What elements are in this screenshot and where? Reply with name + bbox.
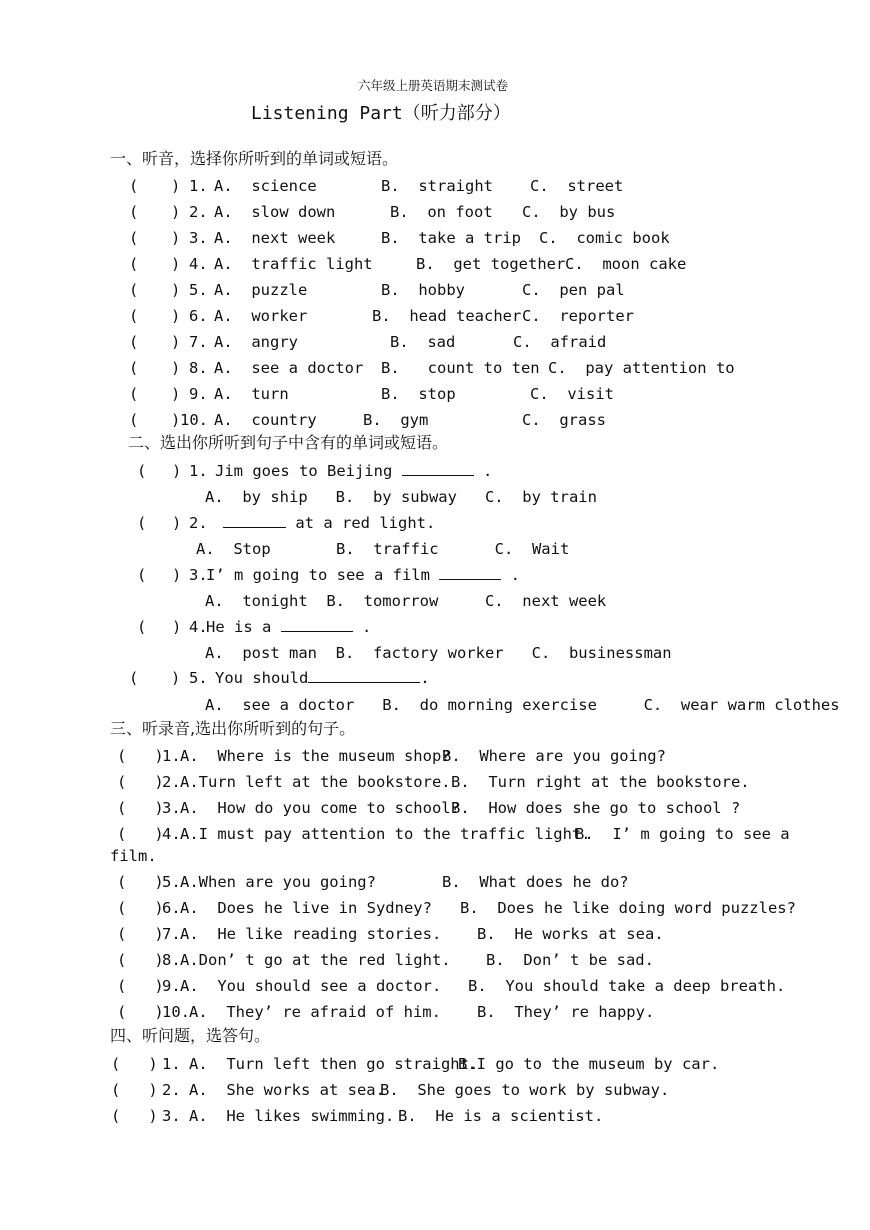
answer-paren-open: ( bbox=[129, 385, 139, 403]
answer-paren-close: ) bbox=[171, 333, 181, 351]
question-number: 7. bbox=[162, 925, 181, 943]
answer-paren: ( ) bbox=[117, 899, 164, 917]
answer-paren-open: ( bbox=[137, 462, 147, 480]
answer-paren: ( ) bbox=[117, 925, 164, 943]
section-2-heading: 二、选出你所听到句子中含有的单词或短语。 bbox=[128, 433, 449, 452]
option-b: B. I’ m going to see a bbox=[575, 825, 790, 843]
option-b: B. He works at sea. bbox=[477, 925, 664, 943]
answer-paren: ( ) bbox=[117, 873, 164, 891]
option-a: A.When are you going? bbox=[180, 873, 376, 891]
question-number: 6. bbox=[189, 307, 208, 325]
sentence-text: He is a . bbox=[206, 618, 372, 636]
sentence-text: at a red light. bbox=[223, 513, 435, 533]
option-b: B. How does she go to school ? bbox=[451, 799, 741, 817]
option-c: C. street bbox=[530, 177, 624, 195]
option-a: A. next week bbox=[214, 229, 336, 247]
answer-paren: ( ) bbox=[117, 977, 164, 995]
option-a: A. worker bbox=[214, 307, 308, 325]
question-number: 8. bbox=[162, 951, 181, 969]
option-b: B. on foot bbox=[390, 203, 493, 221]
option-a: A. turn bbox=[214, 385, 289, 403]
option-b: B. Turn right at the bookstore. bbox=[451, 773, 750, 791]
answer-paren-close: ) bbox=[172, 462, 182, 480]
option-a: A. You should see a doctor. bbox=[180, 977, 442, 995]
answer-options: A. post man B. factory worker C. businessman bbox=[205, 644, 672, 662]
option-b: B. stop bbox=[381, 385, 456, 403]
answer-paren-close: ) bbox=[172, 566, 182, 584]
question-number: 6. bbox=[162, 899, 181, 917]
question-number: 1. bbox=[162, 1055, 181, 1073]
sentence-text: I’ m going to see a film . bbox=[206, 566, 520, 584]
sentence-text: You should . bbox=[215, 669, 430, 687]
question-number: 10. bbox=[162, 1003, 190, 1021]
answer-paren-open: ( bbox=[129, 359, 139, 377]
answer-paren: ( ) bbox=[117, 951, 164, 969]
answer-paren-open: ( bbox=[137, 566, 147, 584]
option-a: A.I must pay attention to the traffic light. bbox=[180, 825, 591, 843]
answer-paren-open: ( bbox=[129, 307, 139, 325]
document-title: 六年级上册英语期末测试卷 bbox=[358, 78, 509, 93]
answer-paren-close: ) bbox=[172, 618, 182, 636]
question-number: 2. bbox=[162, 1081, 181, 1099]
question-number: 7. bbox=[189, 333, 208, 351]
answer-blank bbox=[439, 565, 501, 580]
wrapped-text: film. bbox=[110, 847, 157, 865]
option-a: A. He like reading stories. bbox=[180, 925, 442, 943]
option-b: B. gym bbox=[363, 411, 429, 429]
question-number: 3. bbox=[189, 566, 208, 584]
answer-paren-close: ) bbox=[172, 514, 182, 532]
answer-paren-close: ) bbox=[171, 281, 181, 299]
section-4-heading: 四、听问题，选答句。 bbox=[110, 1026, 271, 1045]
option-a: A. They’ re afraid of him. bbox=[189, 1003, 441, 1021]
question-number: 3. bbox=[162, 799, 181, 817]
question-number: 3. bbox=[189, 229, 208, 247]
option-a: A. science bbox=[214, 177, 317, 195]
question-number: 1. bbox=[189, 177, 208, 195]
answer-options: A. Stop B. traffic C. Wait bbox=[196, 540, 570, 558]
answer-paren-open: ( bbox=[129, 255, 139, 273]
answer-paren-close: ) bbox=[171, 203, 181, 221]
option-b: B. You should take a deep breath. bbox=[468, 977, 786, 995]
option-c: C. visit bbox=[530, 385, 614, 403]
answer-options: A. by ship B. by subway C. by train bbox=[205, 488, 597, 506]
option-b: B. What does he do? bbox=[442, 873, 629, 891]
question-number: 9. bbox=[189, 385, 208, 403]
question-number: 5. bbox=[189, 281, 208, 299]
option-a: A. Turn left then go straight. bbox=[189, 1055, 479, 1073]
option-a: A. Does he live in Sydney? bbox=[180, 899, 432, 917]
question-number: 1. bbox=[189, 462, 208, 480]
question-number: 10. bbox=[180, 411, 208, 429]
answer-paren: ( ) bbox=[111, 1081, 158, 1099]
option-a: A. angry bbox=[214, 333, 298, 351]
question-number: 5. bbox=[162, 873, 181, 891]
answer-paren-open: ( bbox=[129, 177, 139, 195]
answer-paren: ( ) bbox=[117, 773, 164, 791]
question-number: 4. bbox=[162, 825, 181, 843]
answer-paren: ( ) bbox=[111, 1055, 158, 1073]
question-number: 1. bbox=[162, 747, 181, 765]
answer-blank bbox=[402, 461, 474, 476]
option-b: B. straight bbox=[381, 177, 493, 195]
question-number: 4. bbox=[189, 255, 208, 273]
answer-paren-open: ( bbox=[129, 333, 139, 351]
answer-paren: ( ) bbox=[117, 825, 164, 843]
option-c: C. pen pal bbox=[522, 281, 625, 299]
section-3-heading: 三、听录音,选出你所听到的句子。 bbox=[110, 719, 356, 738]
answer-blank bbox=[308, 668, 420, 683]
option-a: A.Don’ t go at the red light. bbox=[180, 951, 451, 969]
option-b: B. sad bbox=[390, 333, 456, 351]
answer-paren-close: ) bbox=[171, 177, 181, 195]
option-b: B. Don’ t be sad. bbox=[486, 951, 654, 969]
option-a: A. He likes swimming. bbox=[189, 1107, 395, 1125]
answer-paren-close: ) bbox=[171, 669, 181, 687]
answer-paren-open: ( bbox=[129, 203, 139, 221]
option-c: C. grass bbox=[522, 411, 606, 429]
sentence-text: Jim goes to Beijing . bbox=[215, 462, 493, 480]
question-number: 9. bbox=[162, 977, 181, 995]
question-number: 2. bbox=[189, 203, 208, 221]
answer-paren: ( ) bbox=[111, 1107, 158, 1125]
option-b: B.I go to the museum by car. bbox=[458, 1055, 720, 1073]
answer-paren-close: ) bbox=[171, 307, 181, 325]
option-a: A. She works at sea. bbox=[189, 1081, 385, 1099]
answer-paren-close: ) bbox=[171, 411, 181, 429]
question-number: 5. bbox=[189, 669, 208, 687]
option-a: A.Turn left at the bookstore. bbox=[180, 773, 451, 791]
answer-blank bbox=[281, 617, 353, 632]
answer-options: A. tonight B. tomorrow C. next week bbox=[205, 592, 607, 610]
answer-paren-open: ( bbox=[137, 618, 147, 636]
option-b: B. Where are you going? bbox=[442, 747, 666, 765]
answer-paren-close: ) bbox=[171, 229, 181, 247]
answer-paren: ( ) bbox=[117, 799, 164, 817]
answer-paren: ( ) bbox=[117, 1003, 164, 1021]
option-c: C. moon cake bbox=[565, 255, 687, 273]
question-number: 3. bbox=[162, 1107, 181, 1125]
answer-options: A. see a doctor B. do morning exercise C. wear warm clothes bbox=[205, 696, 840, 714]
option-b: B. head teacher bbox=[372, 307, 522, 325]
option-c: C. pay attention to bbox=[548, 359, 735, 377]
option-a: A. How do you come to school? bbox=[180, 799, 460, 817]
option-b: B. take a trip bbox=[381, 229, 521, 247]
option-c: C. comic book bbox=[539, 229, 670, 247]
option-b: B. They’ re happy. bbox=[477, 1003, 655, 1021]
answer-paren-open: ( bbox=[137, 514, 147, 532]
listening-part-title: Listening Part（听力部分） bbox=[251, 103, 511, 124]
question-number: 8. bbox=[189, 359, 208, 377]
option-c: C. afraid bbox=[513, 333, 607, 351]
option-a: A. puzzle bbox=[214, 281, 308, 299]
option-b: B. She goes to work by subway. bbox=[380, 1081, 670, 1099]
question-number: 2. bbox=[189, 514, 208, 532]
option-a: A. see a doctor bbox=[214, 359, 364, 377]
answer-paren-close: ) bbox=[171, 255, 181, 273]
answer-paren-open: ( bbox=[129, 229, 139, 247]
answer-paren-open: ( bbox=[129, 669, 139, 687]
answer-paren-open: ( bbox=[129, 411, 139, 429]
option-a: A. country bbox=[214, 411, 317, 429]
option-a: A. slow down bbox=[214, 203, 336, 221]
option-b: B. Does he like doing word puzzles? bbox=[460, 899, 796, 917]
option-b: B. He is a scientist. bbox=[398, 1107, 604, 1125]
question-number: 4. bbox=[189, 618, 208, 636]
option-b: B. count to ten bbox=[381, 359, 540, 377]
answer-paren: ( ) bbox=[117, 747, 164, 765]
answer-paren-close: ) bbox=[171, 359, 181, 377]
option-a: A. traffic light bbox=[214, 255, 373, 273]
option-b: B. hobby bbox=[381, 281, 465, 299]
answer-blank bbox=[223, 513, 286, 528]
option-b: B. get together bbox=[416, 255, 566, 273]
option-c: C. by bus bbox=[522, 203, 616, 221]
answer-paren-open: ( bbox=[129, 281, 139, 299]
question-number: 2. bbox=[162, 773, 181, 791]
answer-paren-close: ) bbox=[171, 385, 181, 403]
option-a: A. Where is the museum shop? bbox=[180, 747, 451, 765]
option-c: C. reporter bbox=[522, 307, 634, 325]
section-1-heading: 一、听音，选择你所听到的单词或短语。 bbox=[110, 149, 399, 168]
